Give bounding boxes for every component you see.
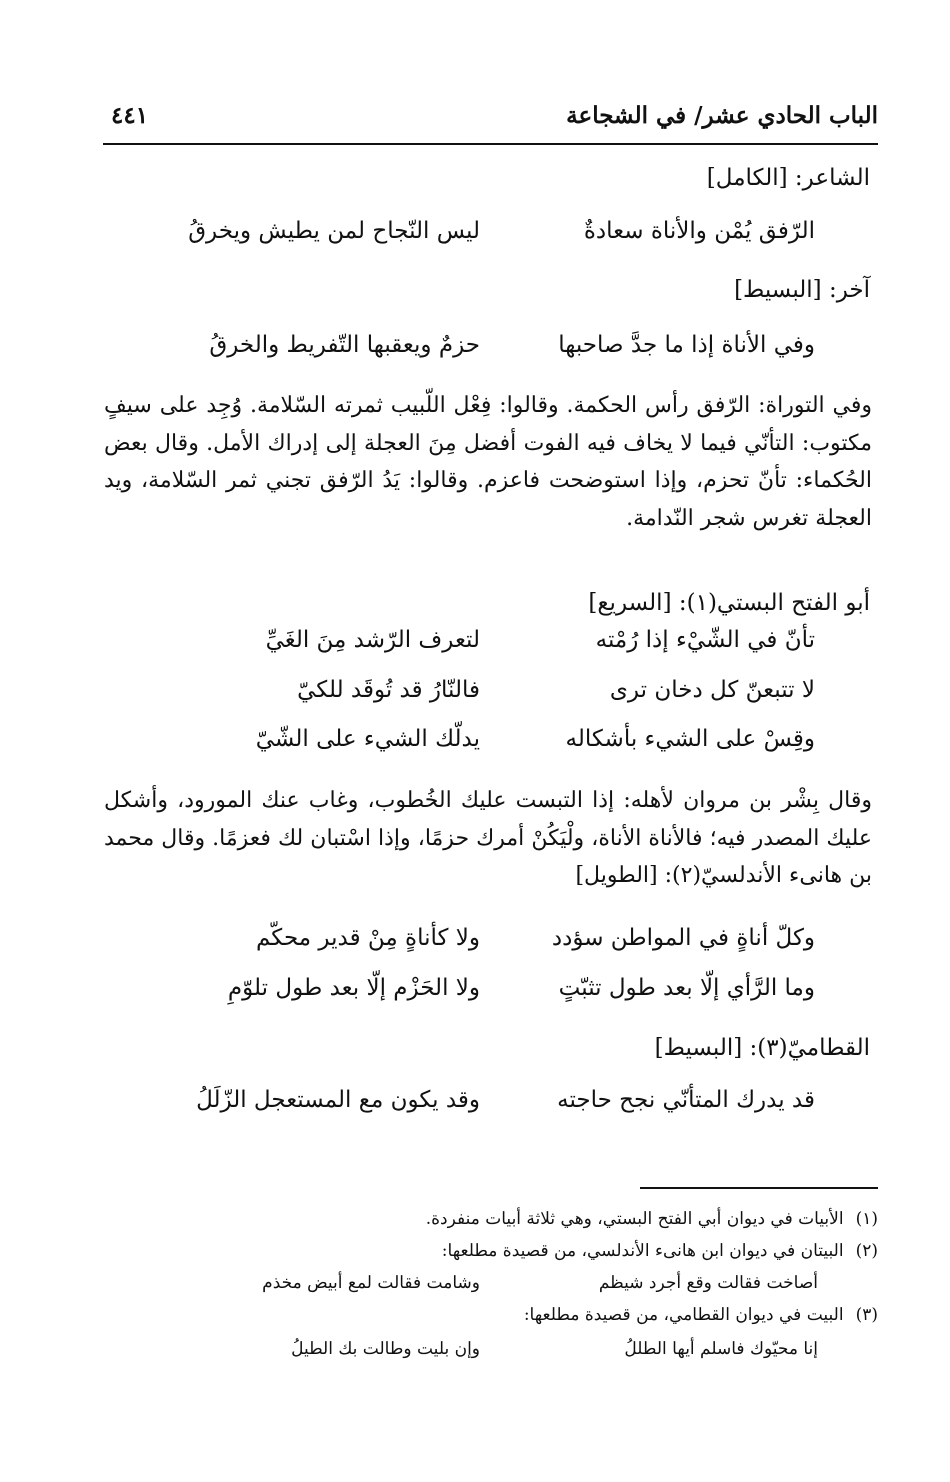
poet-attribution: أبو الفتح البستي(١): [السريع] xyxy=(588,590,870,616)
page-number: ٤٤١ xyxy=(111,102,149,129)
footnote-3 xyxy=(524,1300,878,1330)
header-divider xyxy=(103,143,878,145)
poet-attribution: القطاميّ(٣): [البسيط] xyxy=(654,1035,870,1061)
verse-hemistich-first: الرّفق يُمْن والأناة سعادةٌ xyxy=(583,218,815,244)
footnote-1 xyxy=(426,1204,878,1234)
verse-hemistich-second: ولا كأناةٍ مِنْ قدير محكّم xyxy=(255,925,480,951)
footnote-text: الأبيات في ديوان أبي الفتح البستي، وهي ثلاثة أبيات منفردة. xyxy=(425,1209,844,1229)
verse-hemistich-first: قد يدرك المتأنّي نجح حاجته xyxy=(557,1087,815,1113)
footnote-marker: (١) xyxy=(855,1209,878,1229)
footnote-verse-second: وإن بليت وطالت بك الطيلُ xyxy=(291,1339,480,1359)
poet-attribution: الشاعر: [الكامل] xyxy=(706,165,870,191)
footnote-text: البيت في ديوان القطامي، من قصيدة مطلعها: xyxy=(523,1305,844,1325)
footnote-marker: (٣) xyxy=(855,1305,878,1325)
footnote-verse-first: إنا محيّوك فاسلم أيها الطللُ xyxy=(624,1339,818,1359)
verse-hemistich-second: ليس النّجاح لمن يطيش ويخرقُ xyxy=(188,218,480,244)
footnote-divider xyxy=(640,1187,878,1189)
footnote-marker: (٢) xyxy=(855,1241,878,1261)
verse-hemistich-first: وفي الأناة إذا ما جدَّ صاحبها xyxy=(558,332,815,358)
verse-hemistich-second: لتعرف الرّشد مِنَ الغَيِّ xyxy=(265,627,480,653)
footnote-verse-second: وشامت فقالت لمع أبيض مخذم xyxy=(262,1273,480,1293)
verse-hemistich-first: تأنّ في الشّيْء إذا رُمْته xyxy=(595,627,815,653)
verse-hemistich-first: لا تتبعنّ كل دخان ترى xyxy=(609,677,815,703)
poet-attribution: آخر: [البسيط] xyxy=(734,277,870,303)
prose-paragraph: وفي التوراة: الرّفق رأس الحكمة. وقالوا: فِعْل اللّبيب ثمرته السّلامة. وُجِد على سيفٍ مكتوب: التأنّي فيما لا يخاف فيه الفوت أفضل مِنَ العجلة إلى إدراك الأمل. وقال بعض الحُكماء: تأنّ تحزم، وإذا استوضحت فاعزم. وقالوا: يَدُ الرّفق تجني ثمر السّلامة، ويد العجلة تغرس شجر النّدامة. xyxy=(104,393,872,531)
verse-hemistich-second: حزمٌ ويعقبها التّفريط والخرقُ xyxy=(209,332,480,358)
verse-hemistich-second: وقد يكون مع المستعجل الزّلَلُ xyxy=(196,1087,480,1113)
footnote-text: البيتان في ديوان ابن هانىء الأندلسي، من قصيدة مطلعها: xyxy=(441,1241,844,1261)
verse-hemistich-second: فالنّارُ قد تُوقَد للكيّ xyxy=(297,677,480,703)
verse-hemistich-first: وكلّ أناةٍ في المواطن سؤدد xyxy=(551,925,815,951)
verse-hemistich-first: وما الرَّأي إلّا بعد طول تثبّتٍ xyxy=(558,975,815,1001)
prose-paragraph: وقال بِشْر بن مروان لأهله: إذا التبست عليك الخُطوب، وغاب عنك المورود، وأشكل عليك المصدر فيه؛ فالأناة الأناة، ولْيَكُنْ أمرك حزمًا، وإذا اسْتبان لك فعزمًا. وقال محمد بن هانىء الأندلسيّ(٢): [الطويل] xyxy=(104,788,872,888)
verse-hemistich-first: وقِسْ على الشيء بأشكاله xyxy=(565,726,815,752)
footnote-verse-first: أصاخت فقالت وقع أجرد شيظم xyxy=(598,1273,818,1293)
footnote-2 xyxy=(442,1236,878,1266)
running-header xyxy=(103,98,878,138)
verse-hemistich-second: يدلّك الشيء على الشّيّ xyxy=(255,726,480,752)
verse-hemistich-second: ولا الحَزْم إلّا بعد طول تلوّمِ xyxy=(227,975,480,1001)
chapter-title: الباب الحادي عشر/ في الشجاعة xyxy=(566,102,878,129)
